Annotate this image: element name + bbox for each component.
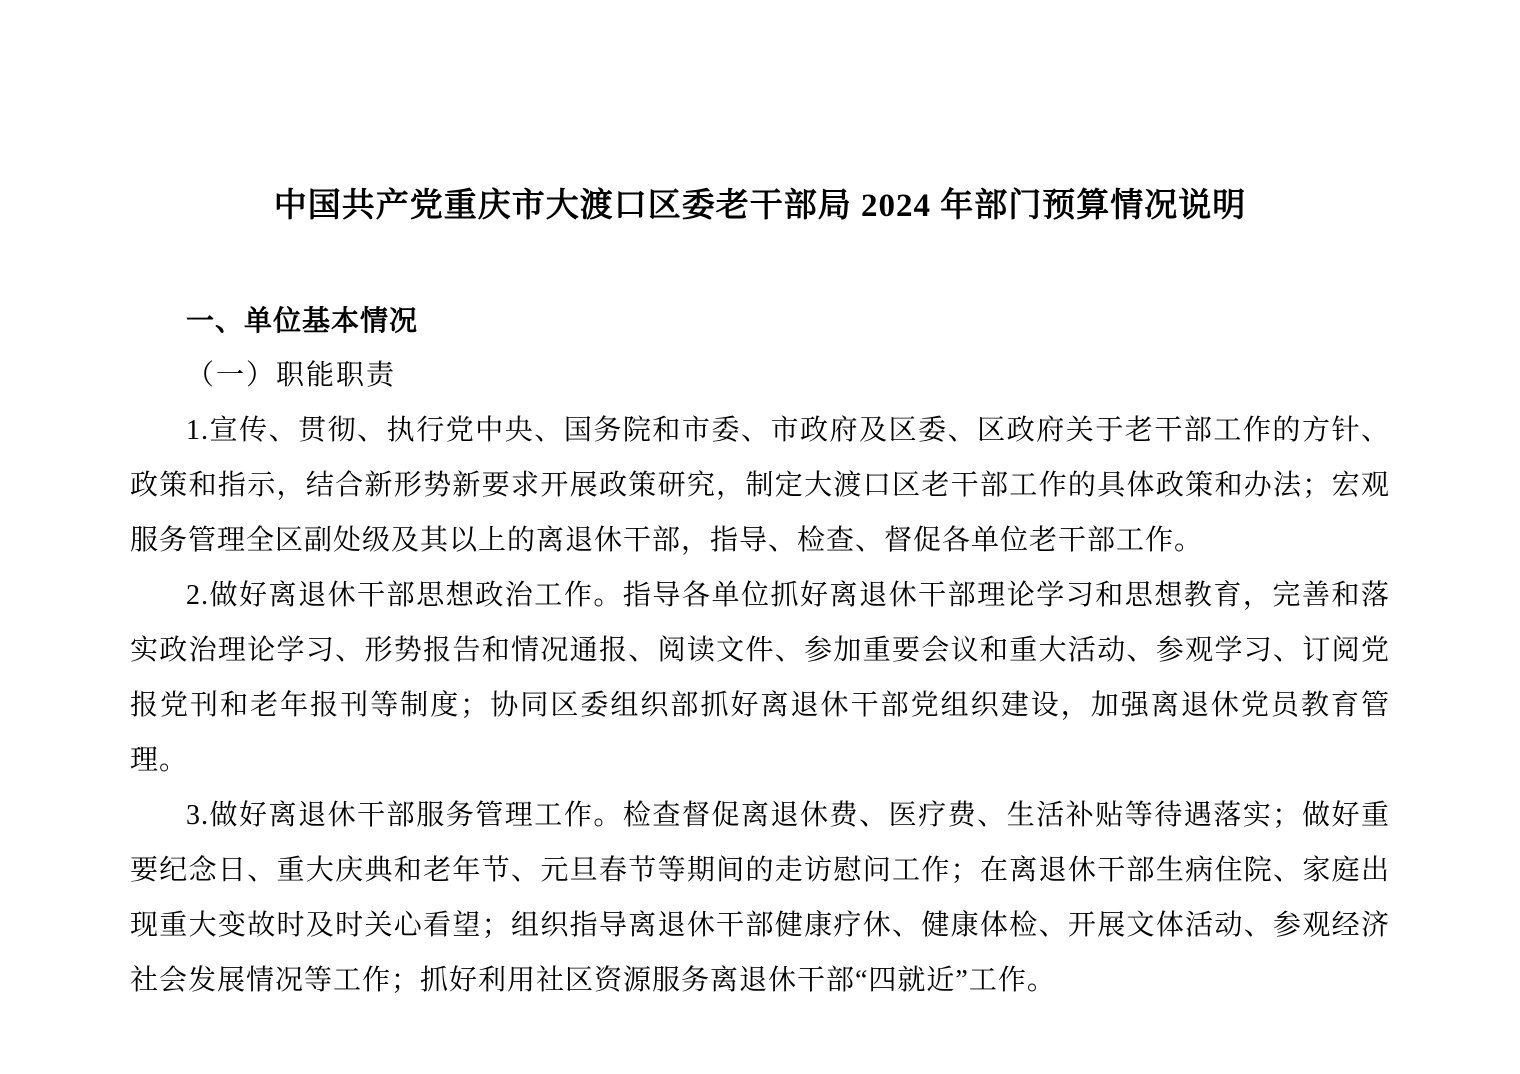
document-title: 中国共产党重庆市大渡口区委老干部局 2024 年部门预算情况说明 (273, 188, 1247, 224)
section-heading: 一、单位基本情况 (186, 305, 419, 336)
paragraph-1: 1.宣传、贯彻、执行党中央、国务院和市委、市政府及区委、区政府关于老干部工作的方针、政策和指示，结合新形势新要求开展政策研究，制定大渡口区老干部工作的具体政策和办法；宏观服务管理全区副处级及其以上的离退休干部，指导、检查、督促各单位老干部工作。 (130, 415, 1390, 556)
subsection-heading: （一）职能职责 (186, 360, 397, 391)
document-page (0, 183, 1520, 1074)
paragraph-3: 3.做好离退休干部服务管理工作。检查督促离退休费、医疗费、生活补贴等待遇落实；做好重要纪念日、重大庆典和老年节、元旦春节等期间的走访慰问工作；在离退休干部生病住院、家庭出现重大变故时及时关心看望；组织指导离退休干部健康疗休、健康体检、开展文体活动、参观经济社会发展情况等工作；抓好利用社区资源服务离退休干部“四就近”工作。 (130, 800, 1390, 996)
paragraph-2: 2.做好离退休干部思想政治工作。指导各单位抓好离退休干部理论学习和思想教育，完善和落实政治理论学习、形势报告和情况通报、阅读文件、参加重要会议和重大活动、参观学习、订阅党报党刊和老年报刊等制度；协同区委组织部抓好离退休干部党组织建设，加强离退休党员教育管理。 (130, 580, 1390, 776)
